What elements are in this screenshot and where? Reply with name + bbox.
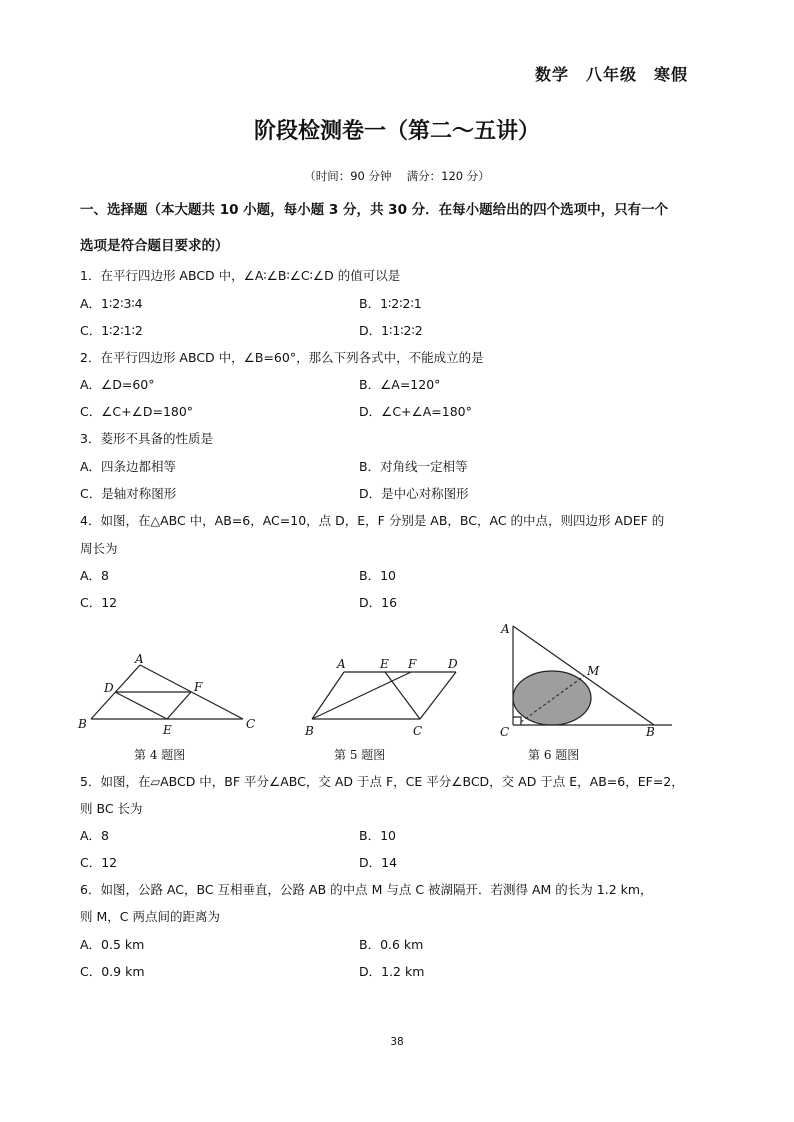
fig4-segment-de: [115, 692, 167, 719]
question-3-option-d: D．是中心对称图形: [359, 486, 469, 501]
fig4-segment-ef: [167, 692, 191, 719]
question-5-option-b: B．10: [359, 828, 396, 843]
question-5-stem-line2: 则 BC 长为: [80, 801, 143, 816]
fig4-label-f: F: [194, 680, 203, 694]
fig5-label-c: C: [413, 724, 423, 738]
page-title: 阶段检测卷一（第二～五讲）: [253, 118, 540, 144]
fig5-label-a: A: [337, 657, 346, 671]
question-1-stem: 1．在平行四边形 ABCD 中，∠A∶∠B∶∠C∶∠D 的值可以是: [80, 268, 401, 283]
question-6-option-a: A．0.5 km: [80, 937, 145, 952]
fig4-label-b: B: [78, 717, 87, 731]
fig5-label-d: D: [448, 657, 458, 671]
fig5-side-dc: [420, 672, 456, 719]
question-6-option-b: B．0.6 km: [359, 937, 424, 952]
question-3-stem: 3．菱形不具备的性质是: [80, 431, 213, 446]
question-3-option-c: C．是轴对称图形: [80, 486, 177, 501]
fig5-label-e: E: [380, 657, 389, 671]
fig4-label-e: E: [163, 723, 172, 737]
fig5-label-b: B: [305, 724, 314, 738]
fig5-label-f: F: [408, 657, 417, 671]
figure-6-caption: 第 6 题图: [528, 748, 580, 762]
question-4-option-a: A．8: [80, 568, 110, 583]
fig6-label-m: M: [587, 664, 600, 678]
figure-4-caption: 第 4 题图: [134, 748, 186, 762]
question-3-option-b: B．对角线一定相等: [359, 459, 468, 474]
fig6-label-b: B: [646, 725, 655, 739]
question-4-stem-line2: 周长为: [80, 541, 118, 556]
question-2-option-d: D．∠C+∠A=180°: [359, 404, 472, 419]
fig4-label-c: C: [246, 717, 256, 731]
question-5-option-c: C．12: [80, 855, 118, 870]
question-2-option-a: A．∠D=60°: [80, 377, 155, 392]
question-6-option-c: C．0.9 km: [80, 964, 145, 979]
question-2-stem: 2．在平行四边形 ABCD 中，∠B=60°，那么下列各式中，不能成立的是: [80, 350, 484, 365]
question-1-option-a: A．1∶2∶3∶4: [80, 296, 143, 311]
question-5-option-a: A．8: [80, 828, 110, 843]
section-heading-line1: 一、选择题（本大题共 10 小题，每小题 3 分，共 30 分．在每小题给出的四个选项中，只有一个: [80, 202, 669, 218]
question-2-option-b: B．∠A=120°: [359, 377, 441, 392]
section-heading-line2: 选项是符合题目要求的）: [80, 238, 229, 254]
question-5-stem-line1: 5．如图，在▱ABCD 中，BF 平分∠ABC，交 AD 于点 F，CE 平分∠BCD，交 AD 于点 E，AB=6，EF=2，: [80, 774, 684, 789]
question-1-option-c: C．1∶2∶1∶2: [80, 323, 143, 338]
question-6-stem-line1: 6．如图，公路 AC，BC 互相垂直，公路 AB 的中点 M 与点 C 被湖隔开．若测得 AM 的长为 1.2 km，: [80, 882, 653, 897]
figure-5-parallelogram: [296, 648, 476, 744]
question-4-option-b: B．10: [359, 568, 396, 583]
fig5-segment-bf: [312, 672, 411, 719]
page-header: 数学 八年级 寒假: [534, 65, 688, 84]
question-6-stem-line2: 则 M，C 两点间的距离为: [80, 909, 220, 924]
question-4-option-c: C．12: [80, 595, 118, 610]
question-4-option-d: D．16: [359, 595, 398, 610]
fig6-label-a: A: [501, 622, 510, 636]
question-4-stem-line1: 4．如图，在△ABC 中，AB=6，AC=10，点 D，E，F 分别是 AB，BC，AC 的中点，则四边形 ADEF 的: [80, 513, 665, 528]
figure-5-caption: 第 5 题图: [334, 748, 386, 762]
exam-info: （时间：90 分钟 满分：120 分）: [304, 169, 490, 183]
question-5-option-d: D．14: [359, 855, 398, 870]
page-number: 38: [390, 1036, 404, 1048]
figure-4-triangle: [70, 648, 270, 744]
question-6-option-d: D．1.2 km: [359, 964, 425, 979]
fig6-label-c: C: [500, 725, 510, 739]
fig4-label-d: D: [104, 681, 114, 695]
question-1-option-d: D．1∶1∶2∶2: [359, 323, 423, 338]
question-3-option-a: A．四条边都相等: [80, 459, 177, 474]
fig4-label-a: A: [135, 652, 144, 666]
fig6-right-angle-mark: [513, 717, 521, 725]
question-1-option-b: B．1∶2∶2∶1: [359, 296, 422, 311]
question-2-option-c: C．∠C+∠D=180°: [80, 404, 194, 419]
figure-6-lake: [496, 618, 676, 744]
fig5-segment-ce: [385, 672, 420, 719]
